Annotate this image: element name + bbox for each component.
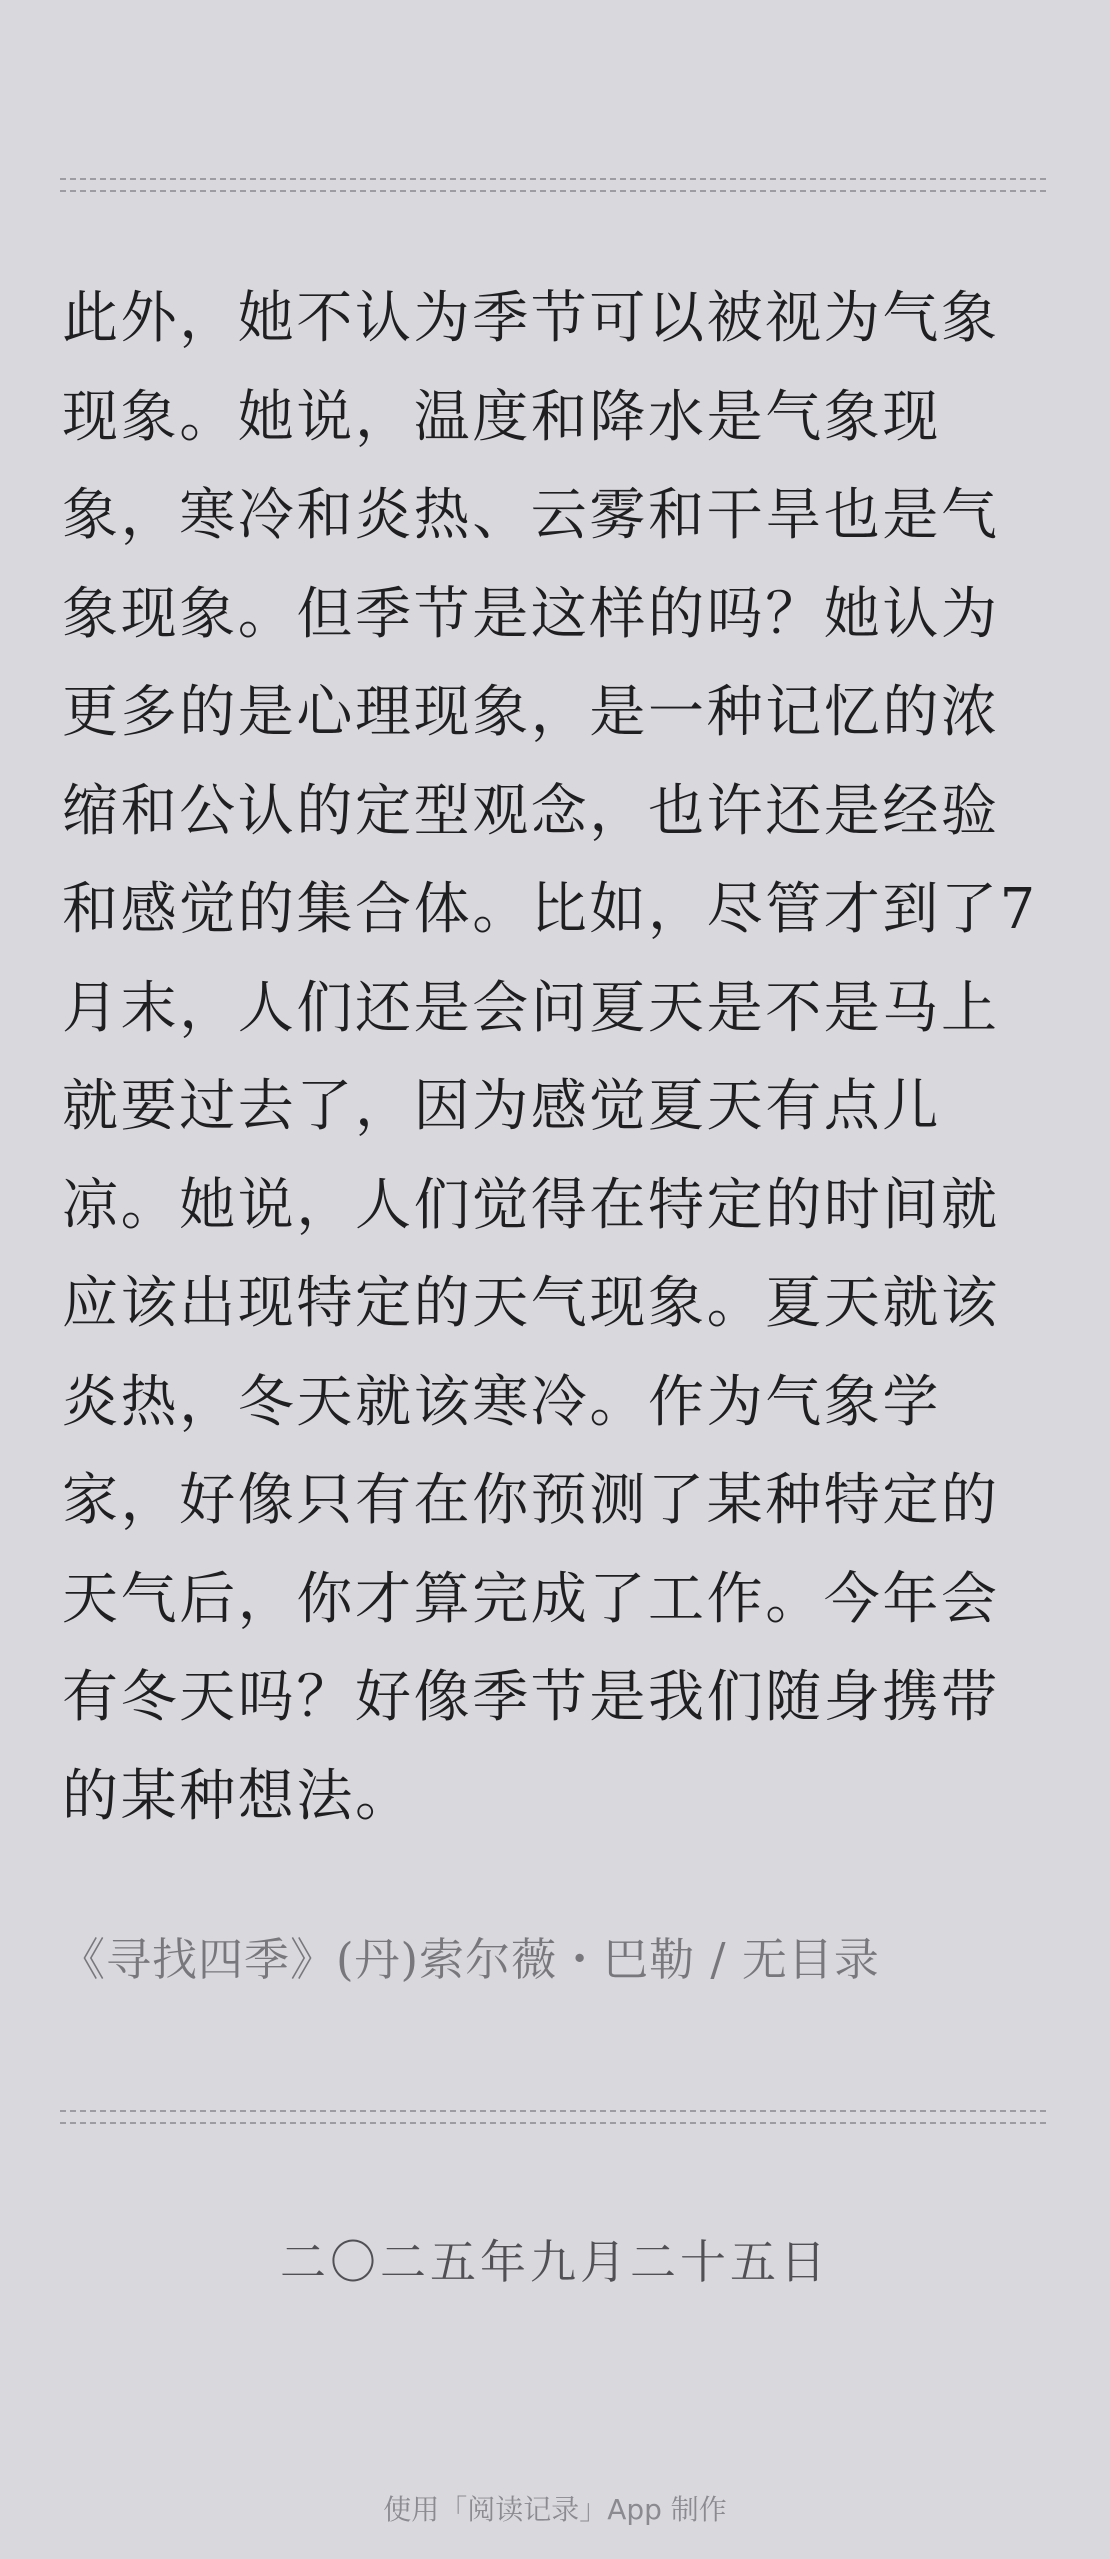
book-source: 《寻找四季》(丹)索尔薇・巴勒 / 无目录 — [60, 1933, 880, 1986]
bottom-dashed-divider — [60, 2110, 1046, 2124]
top-dashed-divider — [60, 178, 1046, 192]
quote-text: 此外，她不认为季节可以被视为气象现象。她说，温度和降水是气象现象，寒冷和炎热、云雾和干旱也是气象现象。但季节是这样的吗？她认为更多的是心理现象，是一种记忆的浓缩和公认的定型观念，也许还是经验和感觉的集合体。比如，尽管才到了7月末，人们还是会问夏天是不是马上就要过去了，因为感觉夏天有点儿凉。她说，人们觉得在特定的时间就应该出现特定的天气现象。夏天就该炎热，冬天就该寒冷。作为气象学家，好像只有在你预测了某种特定的天气后，你才算完成了工作。今年会有冬天吗？好像季节是我们随身携带的某种想法。 — [62, 286, 1038, 1829]
date-text: 二〇二五年九月二十五日 — [280, 2235, 830, 2289]
app-credit: 使用「阅读记录」App 制作 — [383, 2493, 727, 2526]
